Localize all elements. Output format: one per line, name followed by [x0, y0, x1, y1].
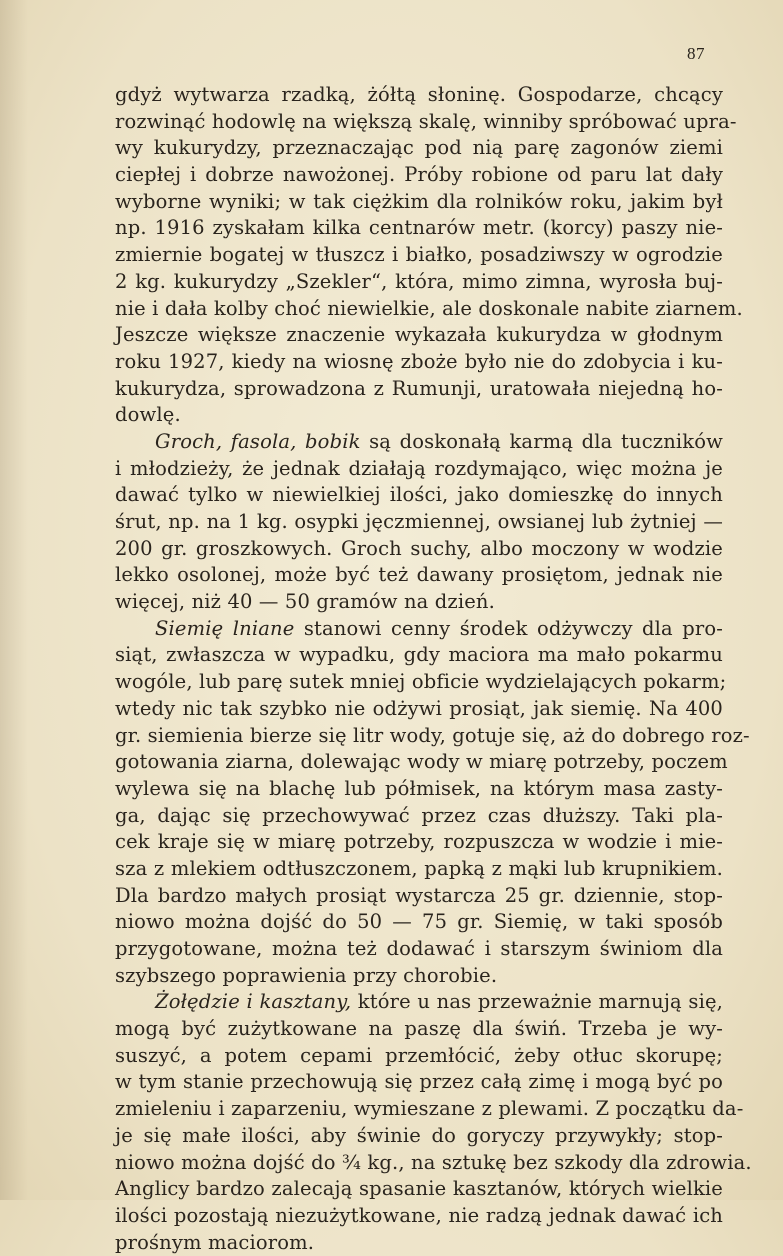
- text-line-rest: są doskonałą karmą dla tuczników: [360, 429, 723, 453]
- section-heading-groch: Groch, fasola, bobik: [155, 429, 361, 453]
- text-line-lead: [115, 616, 723, 643]
- text-line: zmiernie bogatej w tłuszcz i białko, posadziwszy w ogrodzie: [115, 243, 723, 267]
- text-line: w tym stanie przechowują się przez całą zimę i mogą być po: [115, 1070, 723, 1094]
- text-line: 200 gr. groszkowych. Groch suchy, albo moczony w wodzie: [115, 536, 723, 560]
- text-line: wtedy nic tak szybko nie odżywi prosiąt, jak siemię. Na 400: [115, 696, 723, 720]
- body-text: [115, 82, 752, 1256]
- text-line: ga, dając się przechowywać przez czas dłuższy. Taki pla-: [115, 803, 723, 827]
- text-line: gr. siemienia bierze się litr wody, gotuje się, aż do dobrego roz-: [115, 723, 750, 747]
- section-heading-zoledzie: Żołędzie i kasztany,: [155, 990, 352, 1014]
- text-line: siąt, zwłaszcza w wypadku, gdy maciora ma mało pokarmu: [115, 643, 723, 667]
- text-line: dowlę.: [115, 403, 181, 427]
- text-line: roku 1927, kiedy na wiosnę zboże było nie do zdobycia i ku-: [115, 349, 723, 373]
- text-line: nie i dała kolby choć niewielkie, ale doskonale nabite ziarnem.: [115, 296, 743, 320]
- text-line: Anglicy bardzo zalecają spasanie kasztanów, których wielkie: [115, 1177, 723, 1201]
- text-line: suszyć, a potem cepami przemłócić, żeby otłuc skorupę;: [115, 1043, 723, 1067]
- text-line: je się małe ilości, aby świnie do goryczy przywykły; stop-: [115, 1123, 723, 1147]
- text-line-rest: stanowi cenny środek odżywczy dla pro-: [294, 616, 723, 640]
- text-line: śrut, np. na 1 kg. osypki jęczmiennej, owsianej lub żytniej —: [115, 510, 723, 533]
- text-line: niowo można dojść do ¾ kg., na sztukę bez szkody dla zdrowia.: [115, 1150, 752, 1174]
- text-line: cek kraje się w miarę potrzeby, rozpuszcza w wodzie i mie-: [115, 830, 723, 854]
- text-line: i młodzieży, że jednak działają rozdymająco, więc można je: [115, 456, 723, 480]
- text-line: mogą być zużytkowane na paszę dla świń. Trzeba je wy-: [115, 1017, 723, 1041]
- text-line: przygotowane, można też dodawać i starszym świniom dla: [115, 937, 723, 960]
- text-line: ciepłej i dobrze nawożonej. Próby robione od paru lat dały: [115, 163, 723, 187]
- page-number: 87: [687, 44, 705, 63]
- paragraph-siemie: [115, 616, 750, 990]
- text-line: np. 1916 zyskałam kilka centnarów metr. (korcy) paszy nie-: [115, 216, 723, 240]
- paragraph-zoledzie: [115, 989, 752, 1256]
- text-line: szybszego poprawienia przy chorobie.: [115, 963, 498, 987]
- text-line: wogóle, lub parę sutek mniej obficie wydzielających pokarm;: [115, 670, 727, 694]
- page-fold-shadow: [0, 0, 28, 1200]
- text-line-rest: które u nas przeważnie marnują się,: [351, 990, 724, 1014]
- text-line: 2 kg. kukurydzy „Szekler“, która, mimo zimna, wyrosła buj-: [115, 269, 723, 293]
- text-line-lead: [115, 989, 723, 1016]
- text-line: więcej, niż 40 — 50 gramów na dzień.: [115, 590, 495, 614]
- text-line: zmieleniu i zaparzeniu, wymieszane z plewami. Z początku da-: [115, 1097, 744, 1121]
- paragraph-groch: [115, 429, 723, 616]
- text-line: wyborne wyniki; w tak ciężkim dla rolników roku, jakim był: [115, 189, 723, 213]
- text-line: wylewa się na blachę lub półmisek, na którym masa zasty-: [115, 776, 723, 800]
- text-line: niowo można dojść do 50 — 75 gr. Siemię, w taki sposób: [115, 910, 723, 934]
- text-line: gotowania ziarna, dolewając wody w miarę potrzeby, poczem: [115, 750, 728, 774]
- text-line-lead: [115, 429, 723, 456]
- text-line: gdyż wytwarza rzadką, żółtą słoninę. Gospodarze, chcący: [115, 83, 723, 106]
- section-heading-siemie: Siemię lniane: [155, 616, 295, 640]
- paragraph-kukurydza: [115, 82, 743, 429]
- text-line: prośnym maciorom.: [115, 1230, 315, 1254]
- text-line: sza z mlekiem odtłuszczonem, papką z mąki lub krupnikiem.: [115, 856, 723, 880]
- text-line: lekko osolonej, może być też dawany prosiętom, jednak nie: [115, 563, 723, 587]
- text-line: ilości pozostają niezużytkowane, nie radzą jednak dawać ich: [115, 1203, 723, 1227]
- text-line: rozwinąć hodowlę na większą skalę, winniby spróbować upra-: [115, 109, 737, 133]
- text-line: kukurydza, sprowadzona z Rumunji, uratowała niejedną ho-: [115, 376, 723, 400]
- text-line: Dla bardzo małych prosiąt wystarcza 25 gr. dziennie, stop-: [115, 883, 723, 907]
- text-line: dawać tylko w niewielkiej ilości, jako domieszkę do innych: [115, 483, 723, 507]
- text-line: Jeszcze większe znaczenie wykazała kukurydza w głodnym: [115, 323, 723, 347]
- text-line: wy kukurydzy, przeznaczając pod nią parę zagonów ziemi: [115, 136, 723, 160]
